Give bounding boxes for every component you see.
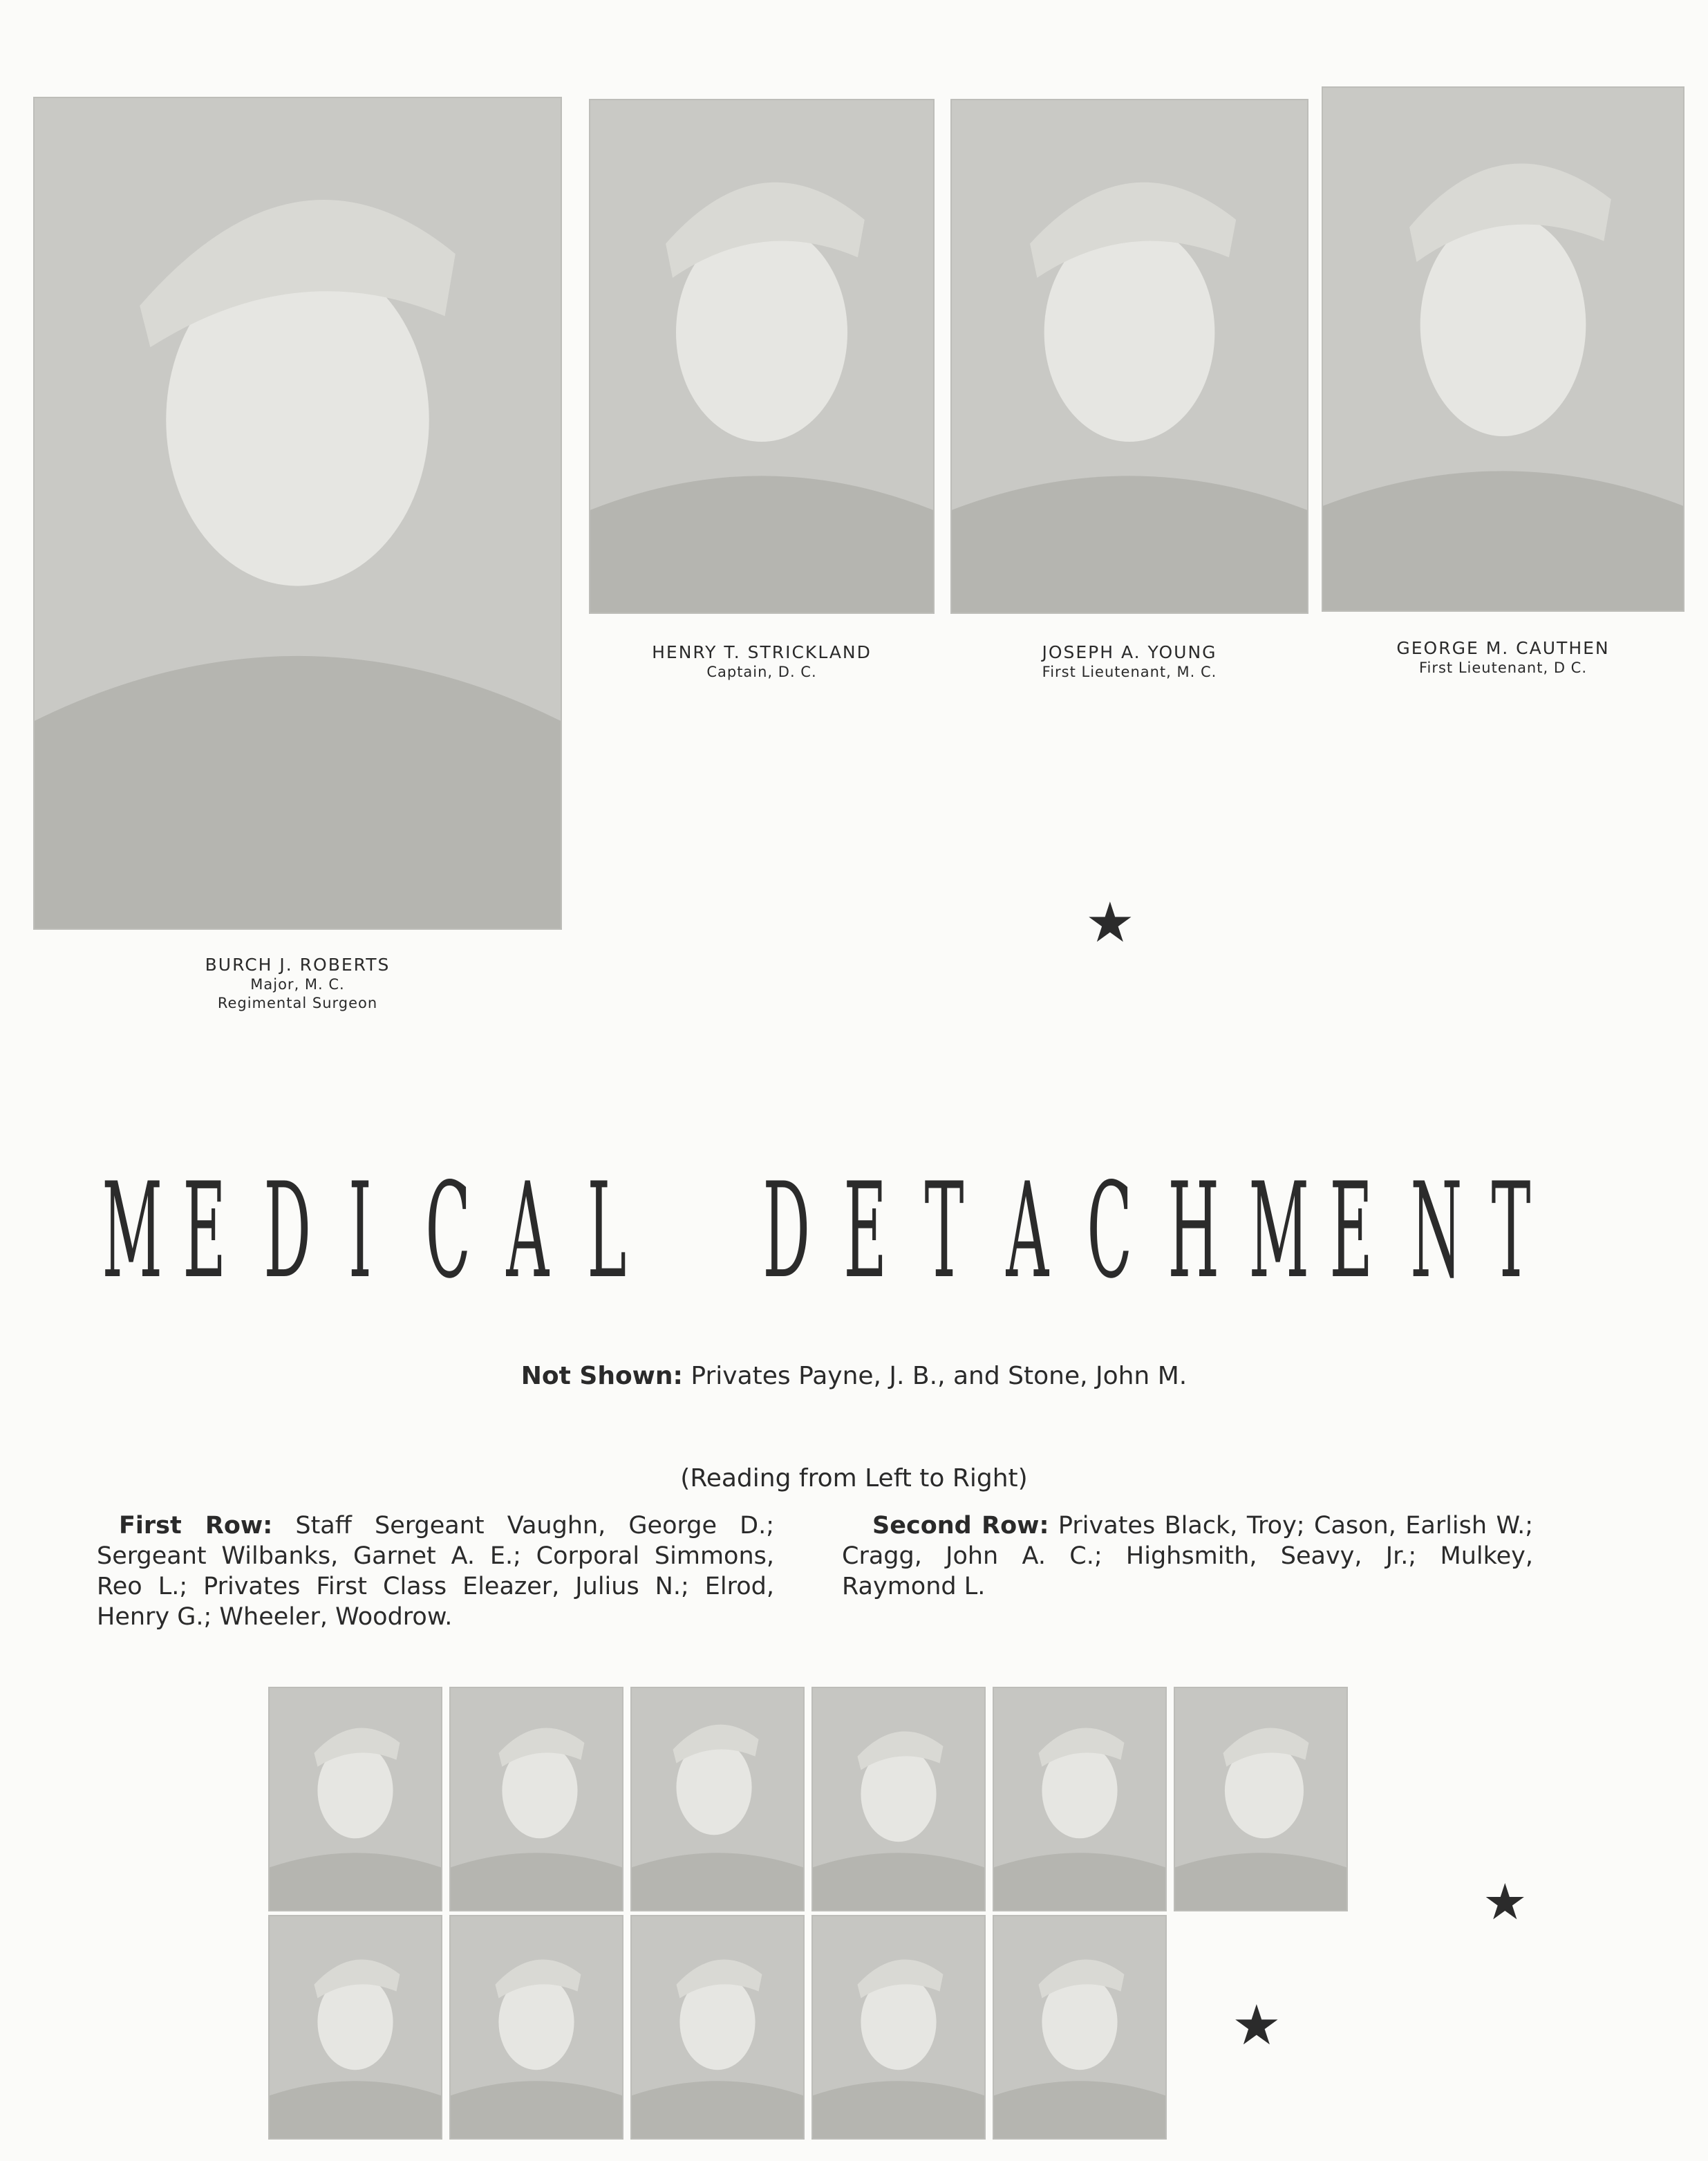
officer-name: BURCH J. ROBERTS [205, 955, 391, 975]
title-letter: N [1410, 1154, 1463, 1307]
officer-name: JOSEPH A. YOUNG [1042, 642, 1217, 662]
second-row-names: Privates Black, Troy; Cason, Earlish W.; Cragg, John A. C.; Highsmith, Seavy, Jr.; Mulkey, Raymond L. [842, 1512, 1533, 1600]
first-row-text [97, 1510, 774, 1632]
star-icon: ★ [1232, 1993, 1282, 2057]
title-letter: A [506, 1154, 550, 1307]
portrait-black [268, 1915, 442, 2140]
title-letter: C [425, 1154, 471, 1307]
officer-rank: Major, M. C. [250, 976, 345, 993]
officer-role: Regimental Surgeon [217, 994, 378, 1011]
not-shown-label: Not Shown: [520, 1362, 683, 1390]
portrait-roberts [33, 97, 562, 930]
page-title [83, 1151, 1541, 1310]
portrait-cauthen [1322, 86, 1684, 612]
portrait-wheeler [1174, 1687, 1348, 1911]
officer-rank: Captain, D. C. [706, 664, 817, 681]
portrait-simmons [630, 1687, 805, 1911]
reading-note: (Reading from Left to Right) [680, 1464, 1028, 1493]
portrait-vaughn [268, 1687, 442, 1911]
title-letter: M [1248, 1154, 1309, 1307]
not-shown-text: Privates Payne, J. B., and Stone, John M. [682, 1362, 1188, 1390]
star-icon: ★ [1085, 890, 1135, 955]
officer-name: HENRY T. STRICKLAND [652, 642, 872, 662]
caption-strickland [589, 642, 935, 682]
portrait-eleazer [811, 1687, 986, 1911]
portrait-highsmith [811, 1915, 986, 2140]
title-letter: T [1491, 1154, 1531, 1307]
portrait-cragg [630, 1915, 805, 2140]
second-row-label: Second Row: [872, 1512, 1049, 1540]
portrait-elrod [993, 1687, 1167, 1911]
officer-rank: First Lieutenant, D C. [1418, 659, 1588, 677]
portrait-mulkey [993, 1915, 1167, 2140]
portrait-young [950, 99, 1308, 614]
title-letter: H [1167, 1154, 1219, 1307]
portrait-cason [449, 1915, 623, 2140]
title-letter: E [1329, 1154, 1373, 1307]
star-icon: ★ [1483, 1873, 1528, 1931]
officer-name: GEORGE M. CAUTHEN [1396, 638, 1610, 658]
portrait-strickland [589, 99, 935, 614]
portrait-wilbanks [449, 1687, 623, 1911]
title-letter: M [102, 1154, 163, 1307]
title-letter: I [348, 1154, 373, 1307]
title-letter: T [924, 1154, 964, 1307]
first-row-names: Staff Sergeant Vaughn, George D.; Sergeant Wilbanks, Garnet A. E.; Corporal Simmons, Reo L.; Privates First Class Eleazer, Julius N.; Elrod, Henry G.; Wheeler, Woodrow. [97, 1512, 775, 1631]
title-letter: D [762, 1154, 811, 1307]
not-shown-line [0, 1362, 1708, 1390]
title-letter: A [1006, 1154, 1049, 1307]
first-row-label: First Row: [119, 1512, 273, 1540]
caption-roberts [33, 954, 562, 1012]
officer-rank: First Lieutenant, M. C. [1042, 664, 1217, 681]
title-letter: E [843, 1154, 888, 1307]
caption-cauthen [1322, 637, 1684, 677]
title-letter: C [1087, 1154, 1132, 1307]
title-letter: L [587, 1154, 627, 1307]
title-letter: D [263, 1154, 312, 1307]
title-letter: E [182, 1154, 226, 1307]
second-row-text [842, 1510, 1533, 1602]
caption-young [950, 642, 1308, 682]
